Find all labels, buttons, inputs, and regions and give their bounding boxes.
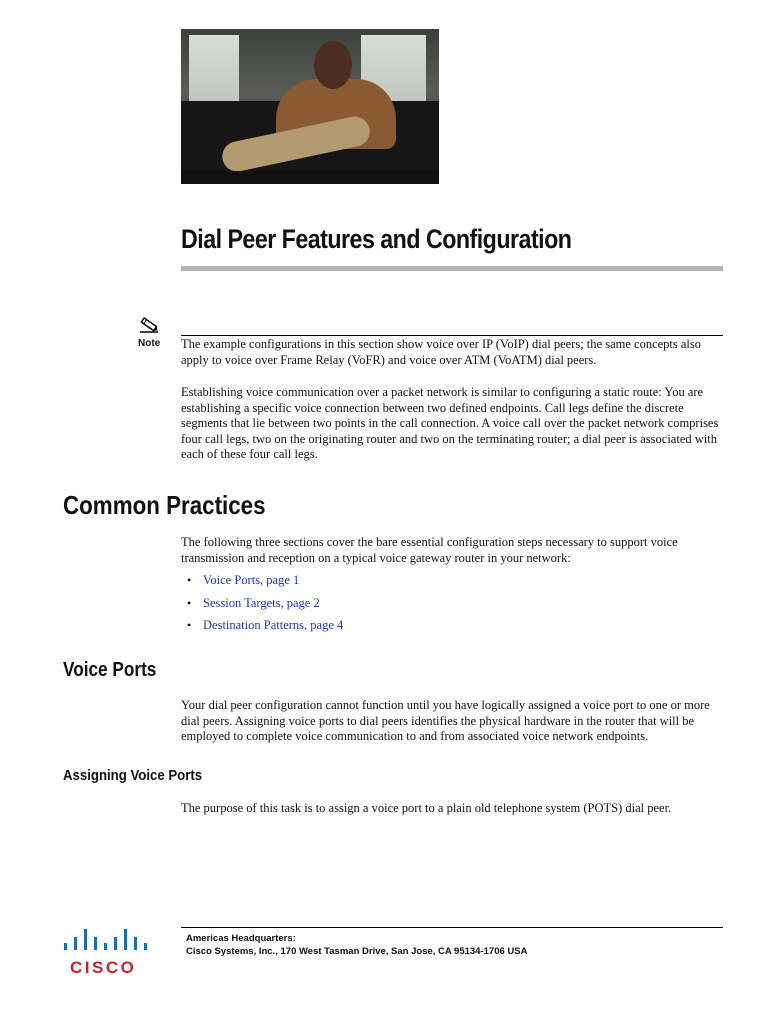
header-photo	[181, 29, 439, 184]
pencil-note-icon	[138, 316, 160, 334]
cisco-logo	[62, 928, 157, 978]
bullet-icon: •	[187, 573, 192, 587]
cisco-wordmark: CISCO	[70, 958, 137, 977]
cisco-bars-icon	[62, 928, 157, 950]
note-label: Note	[138, 338, 161, 349]
hq-address: Cisco Systems, Inc., 170 West Tasman Drive, San Jose, CA 95134-1706 USA	[186, 946, 528, 957]
assigning-voice-ports-paragraph: The purpose of this task is to assign a voice port to a plain old telephone system (POTS) dial peer.	[181, 801, 672, 815]
footer-divider	[181, 927, 723, 928]
note-text: The example configurations in this section show voice over IP (VoIP) dial peers; the same concepts also apply to voice over Frame Relay (VoFR) and voice over ATM (VoATM) dial peers.	[181, 337, 702, 367]
link-destination-patterns[interactable]: Destination Patterns, page 4	[203, 618, 344, 632]
list-item	[187, 572, 343, 595]
section-heading-common-practices: Common Practices	[63, 490, 266, 520]
section-heading-assigning-voice-ports: Assigning Voice Ports	[63, 767, 203, 784]
person-head	[314, 41, 352, 89]
note-divider	[181, 335, 723, 336]
floor	[181, 171, 439, 184]
section-heading-voice-ports: Voice Ports	[63, 659, 157, 681]
bullet-icon: •	[187, 595, 192, 610]
list-item	[187, 617, 343, 640]
section-link-list	[187, 572, 343, 640]
bullet-icon: •	[187, 618, 192, 632]
title-divider	[181, 266, 723, 271]
hq-label: Americas Headquarters:	[186, 933, 296, 944]
intro-paragraph: Establishing voice communication over a packet network is similar to configuring a static route: You are establishing a specific voice connection between two defined endpoints. Call legs define the discrete segments that lie between two points in the call connection. A voice call over the packet network comprises four call legs, two on the originating router and two on the terminating router; a dial peer is associated with each of these four call legs.	[181, 385, 719, 461]
list-item	[187, 595, 343, 618]
link-session-targets[interactable]: Session Targets, page 2	[203, 595, 320, 610]
page-title: Dial Peer Features and Configuration	[181, 224, 572, 254]
voice-ports-paragraph: Your dial peer configuration cannot function until you have logically assigned a voice port to one or more dial peers. Assigning voice ports to dial peers identifies the physical hardware in the router that will be employed to complete voice communication to and from associated voice network endpoints.	[181, 698, 710, 743]
link-voice-ports[interactable]: Voice Ports, page 1	[203, 573, 300, 587]
common-practices-paragraph: The following three sections cover the bare essential configuration steps necessary to support voice transmission and reception on a typical voice gateway router in your network:	[181, 535, 678, 565]
footer-address-block	[186, 932, 527, 958]
